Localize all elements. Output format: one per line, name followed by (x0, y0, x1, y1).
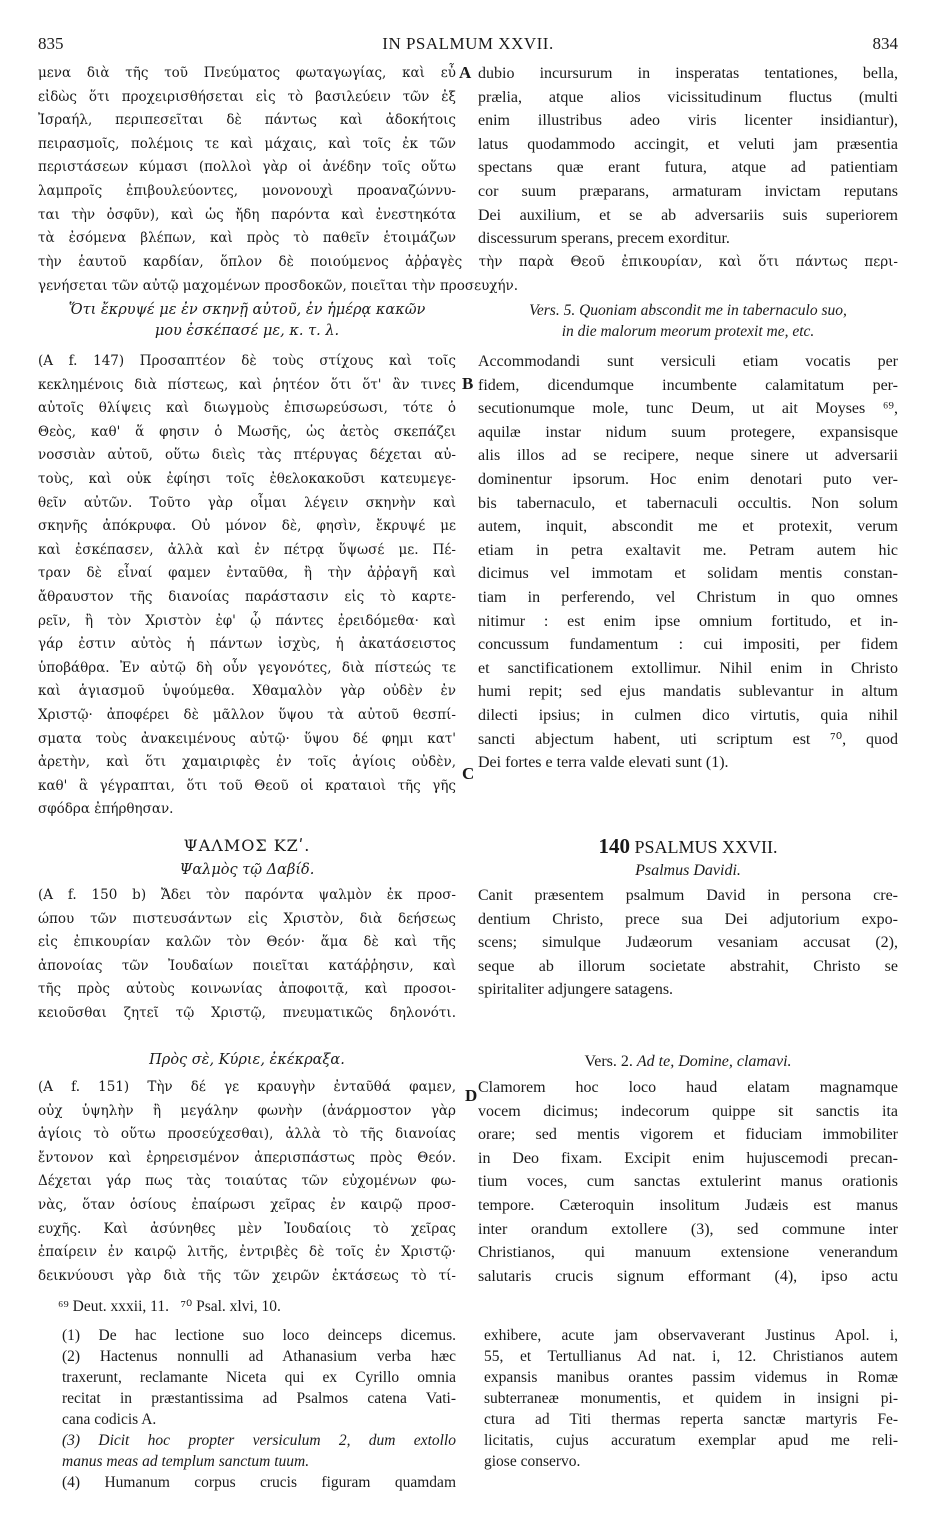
latin-line: Dei auxilium, et se ab adversariis suis superiorem (478, 206, 898, 224)
latin-line: dominentur ipsorum. Hoc enim denotari puto ver- (478, 470, 898, 488)
latin-top-right (478, 62, 898, 251)
greek-psalm-heading (38, 834, 456, 882)
latin-line: prælia, atque alios vicissitudinum fluctus (multi (478, 88, 898, 106)
greek-line: λαμπροῖς ἐπιβουλεύοντες, μονονουχὶ προαναζώννυ- (38, 182, 456, 199)
greek-line: ὑποβάθρα. Ἐν αὐτῷ δὴ οὖν γεγονότες, διὰ πίστεώς τε (38, 659, 456, 676)
latin-line: etiam in petra exaltavit me. Petram autem hic (478, 541, 898, 559)
greek-line: τοὺς, καὶ οὐκ ἐφίησι τοῖς ἐθελοκακοῦσι κατευμεγε- (38, 470, 456, 487)
greek-line: ἄθραυστον τῆς διανοίας παράστασιν εἰς τὸ καρτε- (38, 588, 456, 605)
footnote-line: (4) Humanum corpus crucis figuram quamdam (62, 1474, 456, 1491)
verse2-greek-heading: Πρὸς σὲ, Κύριε, ἐκέκραξα. (149, 1052, 345, 1068)
greek-line: οὐχ ὑψηλὴν ἢ μεγάλην φωνὴν (ἀνάρμοστον γὰρ (38, 1102, 456, 1119)
greek-line: καθ' ἃ γέγραπται, ὅτι τοῦ Θεοῦ οἱ κραταιοὶ τῆς γῆς (38, 777, 456, 794)
column-number: 140 (598, 834, 630, 858)
latin-line: autem, inquit, abscondit me et protexit, verum (478, 518, 898, 536)
greek-line: γενήσεται τῶν αὐτῷ μαχομένων προσδοκῶν, ποιεῖται τὴν προσευχήν. (38, 277, 519, 294)
latin-line: nitimur : est enim ipse omnium fortitudo, et in- (478, 612, 898, 630)
latin-psalm-heading (478, 834, 898, 883)
greek-line: τραν δὲ εἶναί φαμεν ἐνταῦθα, ἢ τὴν ἀῤῥαγῆ καὶ (38, 565, 456, 582)
greek-line: Ἰσραήλ, περιπεσεῖται δὲ πάντως καὶ ἀδοκήτοις (38, 112, 456, 129)
latin-line: tempore. Cæteroquin insolitum Judæis est manus (478, 1196, 898, 1214)
greek-line: εἰδὼς ὅτι προχειρισθήσεται εἰς τὸ βασιλεύειν τῶν ἐξ (38, 88, 456, 105)
greek-line: τὴν ἑαυτοῦ καρδίαν, ὅπλον δὲ ποιούμενος ἀῤῥαγὲς τὴν παρὰ Θεοῦ ἐπικουρίαν, καὶ ὅτι πάντως περι- (38, 254, 898, 270)
footnote-line: subterraneæ monumentis, et quidem in insigni pi- (484, 1390, 898, 1407)
latin-line: bis tabernaculo, et tabernaculi occultis. Non solum (478, 494, 898, 512)
footnote-line: cana codicis A. (62, 1411, 157, 1428)
verse2-latin-heading (478, 1050, 898, 1074)
greek-commentary-verse2 (38, 1076, 456, 1288)
greek-line: τὰ ἐσόμενα βλέπων, καὶ πρὸς τὸ παθεῖν ἑτοιμάζων (38, 230, 456, 247)
verse5-latin-heading (478, 300, 898, 342)
footnote-line: traxerunt, reclamante Niceta qui ex Cyrillo omnia (62, 1369, 456, 1386)
latin-line: seque ab illorum societate abstrahit, Christo se (478, 957, 898, 975)
latin-line: salutaris crucis signum efformant (4), ipso actu (478, 1267, 898, 1285)
latin-line: orare; sed mentis vigorem et fiduciam immobiliter (478, 1126, 898, 1144)
verse5-greek-heading (38, 300, 456, 342)
latin-line: alis illos ad se recipere, neque sinere ut adversarii (478, 447, 898, 465)
greek-line: σματα τοὺς ἀνακειμένους αὐτῷ· ὕψου δέ φημι κατ' (38, 730, 456, 747)
latin-line: Christianos, qui manuum extensione venerandum (478, 1244, 898, 1262)
margin-letter-b: B (462, 374, 474, 393)
footnote-line: recitat in præstantissima ad Psalmos catena Vati- (62, 1390, 456, 1407)
greek-line: Θεὸς, καθ' ἅ φησιν ὁ Μωσῆς, ὡς ἀετὸς σκεπάζει (38, 423, 456, 440)
footnotes-left (62, 1325, 456, 1493)
latin-line: dubio incursurum in insperatas tentationes, bella, (478, 65, 898, 82)
running-title: IN PSALMUM XXVII. (382, 34, 554, 53)
latin-line: spectans quæ erant futura, atque ad patientiam (478, 159, 898, 177)
greek-line: τῆς πρὸς αὐτοὺς κοινωνίας ἀποφοιτᾷ, καὶ προσοι- (38, 981, 456, 998)
latin-line: sancti abjectum habent, uti scriptum est ⁷⁰, quod (478, 730, 898, 748)
greek-commentary-verse5 (38, 350, 456, 822)
verse2-latin-text: Ad te, Domine, clamavi. (636, 1053, 792, 1070)
heading-line: μου ἐσκέπασέ με, κ. τ. λ. (154, 323, 340, 339)
latin-line: tium voces, cum sanctas extulerint manus orationis (478, 1173, 898, 1191)
latin-commentary-verse5 (478, 350, 898, 775)
greek-line: εἰς ἐπικουρίαν καλῶν τὸν Θεόν· ἅμα δὲ καὶ τῆς (38, 934, 456, 951)
greek-psalm-intro (38, 884, 456, 1026)
latin-line: enim illustribus adeo viris licenter insidiantur), (478, 112, 898, 130)
greek-psalm-title: ΨΑΛΜΟΣ ΚΖʹ. (183, 836, 311, 855)
greek-line: (A f. 147) Προσαπτέον δὲ τοὺς στίχους καὶ τοῖς (38, 353, 456, 369)
latin-commentary-verse2 (478, 1076, 898, 1288)
latin-line: dilecti ipsius; in culmen dico virtutis, quia nihil (478, 706, 898, 724)
page-number-left: 835 (38, 34, 64, 53)
latin-line: secutionumque mole, tunc Deum, ut ait Moyses ⁶⁹, (478, 400, 898, 418)
greek-line: αὐτοῖς θλίψεις καὶ διωγμοὺς ἐπισωρεύσωσι, τότε ὁ (38, 400, 456, 417)
greek-psalm-subtitle: Ψαλμὸς τῷ Δαβίδ. (179, 862, 315, 878)
footnote-line: (3) Dicit hoc propter versiculum 2, dum extollo (62, 1432, 456, 1449)
latin-line: Accommodandi sunt versiculi etiam vocatis per (478, 353, 898, 370)
margin-letter-d: D (465, 1086, 478, 1105)
latin-line: latus quodammodo accingit, et veluti jam præsentia (478, 135, 898, 153)
greek-line: νὰς, ὅταν ὁσίους ἐπαίρωσι χεῖρας ἐν καιρῷ προσ- (38, 1196, 456, 1213)
greek-line: Δέχεται γάρ πως τὰς τοιαύτας τῶν εὐχομένων φω- (38, 1173, 456, 1190)
latin-line: scens; simulque Judæorum vesaniam accusat (2), (478, 934, 898, 952)
latin-line: cor suum præparans, armaturam invictam reputans (478, 182, 898, 200)
greek-line: ευχῆς. Καὶ ἀσύνηθες μὲν Ἰουδαίοις τὸ χεῖρας (38, 1220, 456, 1237)
latin-line: dicimus vel immotam et solidam mentis constan- (478, 565, 898, 583)
latin-line: et sanctificationem extollimur. Nihil enim in Christo (478, 659, 898, 677)
footnote-line: expansis manibus orantes passim videmus in Romæ (484, 1369, 898, 1386)
latin-line: aquilæ instar nidum suum protegere, expansisque (478, 423, 898, 441)
latin-line: Clamorem hoc loco haud elatam magnamque (478, 1079, 898, 1096)
greek-line: ἀρετὴν, καὶ ὅτι χαμαιριφὲς ἐν τοῖς ἁγίοις οὐδὲν, (38, 754, 456, 771)
greek-line: μενα διὰ τῆς τοῦ Πνεύματος φωταγωγίας, καὶ εὖ (38, 65, 456, 81)
footnote-line: exhibere, acute jam observaverant Justinus Apol. i, (484, 1327, 898, 1344)
margin-letter-c: C (462, 764, 475, 783)
latin-line: Canit præsentem psalmum David in persona cre- (478, 887, 898, 904)
greek-line: ἔντονον καὶ ἐρηρεισμένον ἀπερισπάστως πρὸς Θεόν. (38, 1149, 456, 1166)
greek-line: κειοῦσθαι ζητεῖ τῷ Χριστῷ, πνευματικῶς δηλονότι. (38, 1004, 456, 1021)
greek-line: (A f. 150 b) Ἄδει τὸν παρόντα ψαλμὸν ἐκ προσ- (38, 887, 456, 903)
footnote-line: 55, et Tertullianus Ad nat. i, 12. Christianos autem (484, 1348, 898, 1365)
latin-line: vocem dicimus; indecorum quippe sit sanctis ita (478, 1102, 898, 1120)
greek-line: δεικνύουσι γὰρ διὰ τῆς τῶν χειρῶν ἐκτάσεως τὸ τί- (38, 1267, 456, 1284)
latin-psalm-intro (478, 884, 898, 1002)
greek-line: ἐπαίρειν ἐν καιρῷ λιτῆς, ἐντριβὲς δὲ τοῖς ἐν Χριστῷ· (38, 1244, 456, 1261)
greek-line: ται τὴν ὀσφῦν), καὶ ὡς ἤδη παρόντα καὶ ἐνεστηκότα (38, 206, 456, 223)
greek-line: νοσσιὰν αὐτοῦ, οὕτω διεὶς τὰς πτέρυγας δέχεται αὐ- (38, 447, 456, 464)
latin-line: inter orandum extollere (3), sed commune inter (478, 1220, 898, 1238)
greek-line: καὶ ἁγιασμοῦ ὑψούμεθα. Χθαμαλὸν γὰρ οὐδὲν ἐν (38, 683, 456, 700)
greek-full-width (38, 251, 898, 298)
greek-line: θεῖν αὐτῶν. Τοῦτο γὰρ οἶμαι λέγειν σκηνὴν καὶ (38, 494, 456, 511)
latin-line: humi repit; sed ejus mandatis sublevantur in altum (478, 683, 898, 701)
latin-line: fidem, dicendumque incumbente calamitatum per- (478, 376, 898, 394)
heading-line: Vers. 5. Quoniam abscondit me in tabernaculo suo, (529, 302, 847, 319)
greek-top-left (38, 62, 456, 251)
latin-line: concussum fundamentum : cui impositi, per fidem (478, 636, 898, 654)
margin-letter-a: A (459, 63, 472, 82)
page-number-right: 834 (872, 34, 898, 53)
latin-line: Dei fortes e terra valde elevati sunt (1). (478, 754, 729, 772)
scripture-references: ⁶⁹ Deut. xxxii, 11. ⁷⁰ Psal. xlvi, 10. (58, 1298, 281, 1315)
footnote-line: (2) Hactenus nonnulli ad Athanasium verba hæc (62, 1348, 456, 1365)
latin-psalm-title-row (478, 834, 898, 859)
greek-line: (A f. 151) Τὴν δέ γε κραυγὴν ἐνταῦθά φαμεν, (38, 1079, 456, 1095)
greek-line: σφόδρα ἐπήρθησαν. (38, 801, 174, 818)
greek-line: ἀπονοίας τῶν Ἰουδαίων ποιεῖται κατάῤῥησιν, καὶ (38, 957, 456, 974)
latin-psalm-title: PSALMUS XXVII. (634, 837, 778, 857)
latin-line: dentium Christo, prece sua Dei adjutorium expo- (478, 910, 898, 928)
running-header (38, 34, 898, 58)
greek-line: κεκλημένοις διὰ πίστεως, καὶ ῥητέον ὅτι ὅτ' ἂν τινες (38, 376, 456, 393)
footnote-line: ctura ad Titi thermas reperta sanctæ martyris Fe- (484, 1411, 898, 1428)
latin-line: tiam in perferendo, vel Christum in quo omnes (478, 588, 898, 606)
footnote-line: licitatis, cujus accuratum exemplar apud me reli- (484, 1432, 898, 1449)
greek-line: γάρ ἐστιν αὐτὸς ἡ πάντων ἰσχὺς, ἡ ἀκατάσειστος (38, 636, 456, 653)
greek-line: ρεῖν, ἢ τὸν Χριστὸν ἐφ' ᾧ πάντες ἐρειδόμεθα· καὶ (38, 612, 456, 629)
greek-line: σκηνῆς ἀπόκρυφα. Οὐ μόνον δὲ, φησὶν, ἔκρυψέ με (38, 518, 456, 535)
greek-line: καὶ ἐσκέπασεν, ἀλλὰ καὶ ἐν πέτρᾳ ὕψωσέ με. Πέ- (38, 541, 456, 558)
greek-line: περιστάσεων κύμασι (πολλοὶ γὰρ οἱ ἀνέδην τοῖς οὕτω (38, 159, 456, 176)
greek-line: ώπου τῶν πιστευσάντων εἰς Χριστὸν, διὰ δεήσεως (38, 910, 456, 927)
latin-line: in Deo fixam. Excipit enim hujuscemodi precan- (478, 1149, 898, 1167)
footnote-line: manus meas ad templum sanctum tuum. (62, 1453, 310, 1470)
greek-line: Χριστῷ· ἀποφέρει δὲ μᾶλλον ὕψου τὰ αὐτοῦ θεσπί- (38, 706, 456, 723)
heading-line: in die malorum meorum protexit me, etc. (561, 323, 815, 340)
footnote-line: giose conservo. (484, 1453, 581, 1470)
latin-line: discessurum sperans, precem exorditur. (478, 230, 730, 248)
latin-line: spiritaliter adjungere satagens. (478, 981, 674, 999)
verse2-number: Vers. 2. (584, 1053, 633, 1070)
latin-psalm-subtitle: Psalmus Davidi. (635, 862, 741, 879)
heading-line: Ὅτι ἔκρυψέ με ἐν σκηνῇ αὐτοῦ, ἐν ἡμέρᾳ κακῶν (68, 302, 426, 318)
footnotes-right (484, 1325, 898, 1472)
greek-line: ἁγίοις τὸ οὕτω προσεύχεσθαι), ἀλλὰ τὸ τῆς διανοίας (38, 1126, 456, 1143)
greek-line: πειρασμοῖς, πολέμοις τε καὶ μάχαις, καὶ τοῖς ἐκ τῶν (38, 135, 456, 152)
footnote-line: (1) De hac lectione suo loco deinceps dicemus. (62, 1327, 456, 1344)
